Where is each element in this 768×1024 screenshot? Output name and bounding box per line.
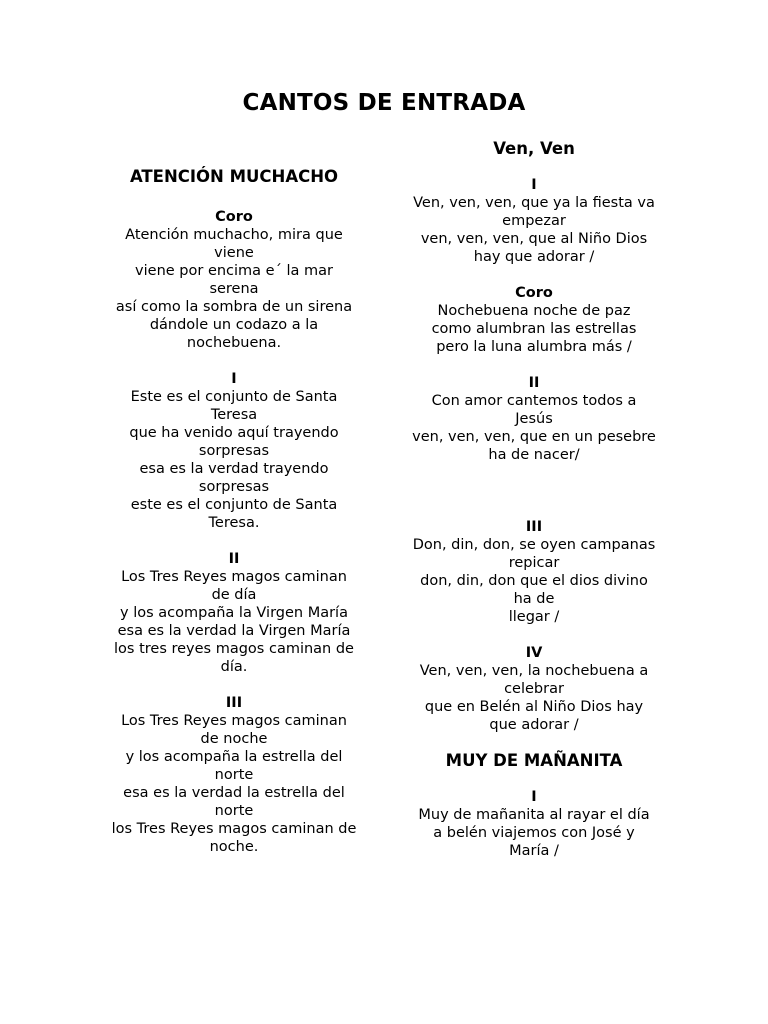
- lyric-line: viene: [214, 245, 254, 261]
- lyric-line: pero la luna alumbra más /: [436, 339, 632, 355]
- lyric-line: y los acompaña la Virgen María: [120, 605, 348, 621]
- verse-stanza: [400, 662, 668, 734]
- coro-stanza: [100, 226, 368, 352]
- lyric-line: Atención muchacho, mira que: [125, 227, 343, 243]
- lyric-line: noche.: [209, 839, 259, 855]
- lyric-line: ha de: [513, 591, 555, 607]
- lyric-line: serena: [209, 281, 259, 297]
- lyric-line: Con amor cantemos todos a: [431, 393, 637, 409]
- lyric-line: norte: [214, 803, 254, 819]
- lyric-line: así como la sombra de un sirena: [115, 299, 353, 315]
- lyric-line: don, din, don que el dios divino: [420, 573, 648, 589]
- verse-stanza: [400, 536, 668, 626]
- lyric-line: que adorar /: [489, 717, 579, 733]
- lyric-line: Don, din, don, se oyen campanas: [412, 537, 656, 553]
- lyric-line: dándole un codazo a la: [149, 317, 319, 333]
- verse-stanza: [100, 388, 368, 532]
- lyric-line: sorpresas: [198, 479, 270, 495]
- lyric-line: Ven, ven, ven, la nochebuena a: [419, 663, 649, 679]
- lyric-line: ven, ven, ven, que en un pesebre: [412, 429, 656, 445]
- lyric-line: norte: [214, 767, 254, 783]
- lyric-line: esa es la verdad trayendo: [139, 461, 329, 477]
- song-title-muy-de-mananita: MUY DE MAÑANITA: [445, 751, 623, 770]
- lyric-line: Los Tres Reyes magos caminan: [121, 569, 347, 585]
- lyric-line: Nochebuena noche de paz: [437, 303, 631, 319]
- lyric-line: de noche: [200, 731, 268, 747]
- lyric-line: esa es la verdad la Virgen María: [117, 623, 351, 639]
- lyric-line: Muy de mañanita al rayar el día: [418, 807, 650, 823]
- lyric-line: como alumbran las estrellas: [431, 321, 637, 337]
- lyric-line: los tres reyes magos caminan de: [114, 641, 354, 657]
- page-title: CANTOS DE ENTRADA: [242, 90, 526, 116]
- lyric-line: Este es el conjunto de Santa: [130, 389, 338, 405]
- lyric-line: María /: [509, 843, 559, 859]
- lyric-line: celebrar: [504, 681, 564, 697]
- lyric-line: hay que adorar /: [473, 249, 595, 265]
- verse-label: III: [525, 519, 543, 535]
- lyric-line: Ven, ven, ven, que ya la fiesta va: [413, 195, 655, 211]
- lyric-line: sorpresas: [198, 443, 270, 459]
- lyric-line: día.: [220, 659, 248, 675]
- lyric-line: repicar: [508, 555, 560, 571]
- verse-stanza: [400, 806, 668, 860]
- lyric-line: Teresa.: [208, 515, 260, 531]
- lyric-line: nochebuena.: [186, 335, 282, 351]
- lyric-line: ha de nacer/: [488, 447, 580, 463]
- verse-label: II: [228, 551, 240, 567]
- lyric-line: Jesús: [515, 411, 553, 427]
- lyric-line: de día: [211, 587, 257, 603]
- lyric-line: Los Tres Reyes magos caminan: [121, 713, 347, 729]
- coro-label: Coro: [215, 209, 253, 225]
- left-column: [100, 166, 368, 856]
- verse-stanza: [100, 568, 368, 676]
- coro-label: Coro: [515, 285, 553, 301]
- verse-stanza: [100, 712, 368, 856]
- verse-label: I: [231, 371, 237, 387]
- verse-label: I: [531, 177, 537, 193]
- lyric-line: los Tres Reyes magos caminan de: [111, 821, 357, 837]
- coro-stanza: [400, 302, 668, 356]
- lyric-line: esa es la verdad la estrella del: [123, 785, 345, 801]
- lyric-line: y los acompaña la estrella del: [125, 749, 343, 765]
- lyric-line: que ha venido aquí trayendo: [129, 425, 339, 441]
- lyric-line: ven, ven, ven, que al Niño Dios: [420, 231, 648, 247]
- song-title-ven-ven: Ven, Ven: [493, 139, 575, 158]
- right-column: [400, 138, 668, 860]
- lyric-line: este es el conjunto de Santa: [130, 497, 338, 513]
- verse-label: IV: [525, 645, 543, 661]
- verse-stanza: [400, 392, 668, 464]
- verse-stanza: [400, 194, 668, 266]
- lyric-line: Teresa: [210, 407, 258, 423]
- lyric-line: a belén viajemos con José y: [433, 825, 635, 841]
- lyric-line: viene por encima e´ la mar: [135, 263, 333, 279]
- song-title-atencion-muchacho: ATENCIÓN MUCHACHO: [129, 167, 339, 186]
- lyric-line: llegar /: [508, 609, 560, 625]
- lyric-line: que en Belén al Niño Dios hay: [424, 699, 644, 715]
- lyric-line: empezar: [502, 213, 566, 229]
- verse-label: II: [528, 375, 540, 391]
- verse-label: III: [225, 695, 243, 711]
- verse-label: I: [531, 789, 537, 805]
